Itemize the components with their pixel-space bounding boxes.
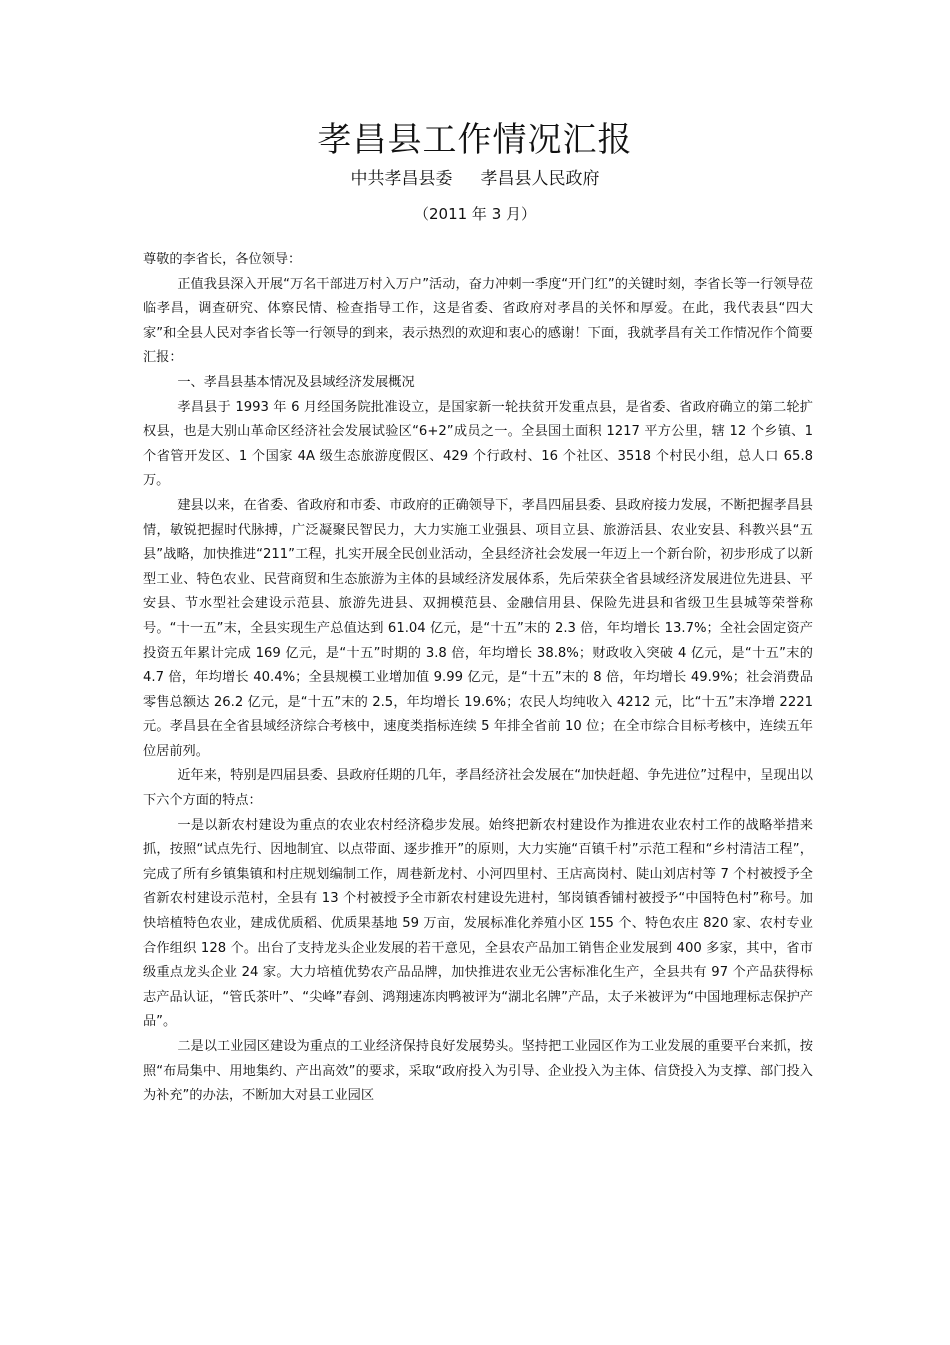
section-heading-1: 一、孝昌县基本情况及县域经济发展概况	[177, 374, 415, 390]
salutation: 尊敬的李省长，各位领导：	[143, 252, 302, 267]
author-government: 孝昌县人民政府	[480, 169, 600, 189]
document-date: （2011 年 3 月）	[413, 205, 537, 223]
paragraph-feature-agriculture: 一是以新农村建设为重点的农业农村经济稳步发展。始终把新农村建设作为推进农业农村工作的战略举措来抓，按照“试点先行、因地制宜、以点带面、逐步推开”的原则，大力实施“百镇千村”示范工程和“乡村清洁工程”，完成了所有乡镇集镇和村庄规划编制工作，周巷新龙村、小河四里村、王店高岗村、陡山刘店村等 7 个村被授予全省新农村建设示范村，全县有 13 个村被授予全市新农村建设先进村，邹岗镇香铺村被授予“中国特色村”称号。加快培植特色农业，建成优质稻、优质果基地 59 万亩，发展标准化养殖小区 155 个、特色农庄 820 家、农村专业合作组织 128 个。出台了支持龙头企业发展的若干意见，全县农产品加工销售企业发展到 400 多家，其中，省市级重点龙头企业 24 家。大力培植优势农产品品牌，加快推进农业无公害标准化生产，全县共有 97 个产品获得标志产品认证，“管氏茶叶”、“尖峰”春剑、鸿翔速冻肉鸭被评为“湖北名牌”产品，太子米被评为“中国地理标志保护产品”。	[143, 817, 813, 1030]
document-authors	[0, 164, 950, 189]
document-title: 孝昌县工作情况汇报	[317, 120, 633, 160]
paragraph-opening: 正值我县深入开展“万名干部进万村入万户”活动，奋力冲刺一季度“开门红”的关键时刻，李省长等一行领导莅临孝昌，调查研究、体察民情、检查指导工作，这是省委、省政府对孝昌的关怀和厚爱。在此，我代表县“四大家”和全县人民对李省长等一行领导的到来，表示热烈的欢迎和衷心的感谢！下面，我就孝昌有关工作情况作个简要汇报：	[143, 276, 813, 366]
author-party: 中共孝昌县委	[350, 169, 453, 189]
paragraph-development: 建县以来，在省委、省政府和市委、市政府的正确领导下，孝昌四届县委、县政府接力发展，不断把握孝昌县情，敏锐把握时代脉搏，广泛凝聚民智民力，大力实施工业强县、项目立县、旅游活县、农业安县、科教兴县“五县”战略，加快推进“211”工程，扎实开展全民创业活动，全县经济社会发展一年迈上一个新台阶，初步形成了以新型工业、特色农业、民营商贸和生态旅游为主体的县域经济发展体系，先后荣获全省县域经济发展进位先进县、平安县、节水型社会建设示范县、旅游先进县、双拥模范县、金融信用县、保险先进县和省级卫生县城等荣誉称号。“十一五”末，全县实现生产总值达到 61.04 亿元，是“十五”末的 2.3 倍，年均增长 13.7%；全社会固定资产投资五年累计完成 169 亿元，是“十五”时期的 3.8 倍，年均增长 38.8%；财政收入突破 4 亿元，是“十五”末的 4.7 倍，年均增长 40.4%；全县规模工业增加值 9.99 亿元，是“十五”末的 8 倍，年均增长 49.9%；社会消费品零售总额达 26.2 亿元，是“十五”末的 2.5，年均增长 19.6%；农民人均纯收入 4212 元，比“十五”末净增 2221 元。孝昌县在全省县域经济综合考核中，速度类指标连续 5 年排全省前 10 位；在全市综合目标考核中，连续五年位居前列。	[143, 497, 813, 759]
paragraph-features-intro: 近年来，特别是四届县委、县政府任期的几年，孝昌经济社会发展在“加快赶超、争先进位”过程中，呈现出以下六个方面的特点：	[143, 768, 813, 809]
document-body	[143, 248, 813, 1109]
paragraph-feature-industry: 二是以工业园区建设为重点的工业经济保持良好发展势头。坚持把工业园区作为工业发展的重要平台来抓，按照“布局集中、用地集约、产出高效”的要求，采取“政府投入为引导、企业投入为主体、信贷投入为支撑、部门投入为补充”的办法，不断加大对县工业园区	[143, 1039, 813, 1104]
paragraph-county-overview: 孝昌县于 1993 年 6 月经国务院批准设立，是国家新一轮扶贫开发重点县，是省委、省政府确立的第二轮扩权县，也是大别山革命区经济社会发展试验区“6+2”成员之一。全县国土面积 1217 平方公里，辖 12 个乡镇、1 个省管开发区、1 个国家 4A 级生态旅游度假区、429 个行政村、16 个社区、3518 个村民小组，总人口 65.8 万。	[143, 399, 813, 489]
